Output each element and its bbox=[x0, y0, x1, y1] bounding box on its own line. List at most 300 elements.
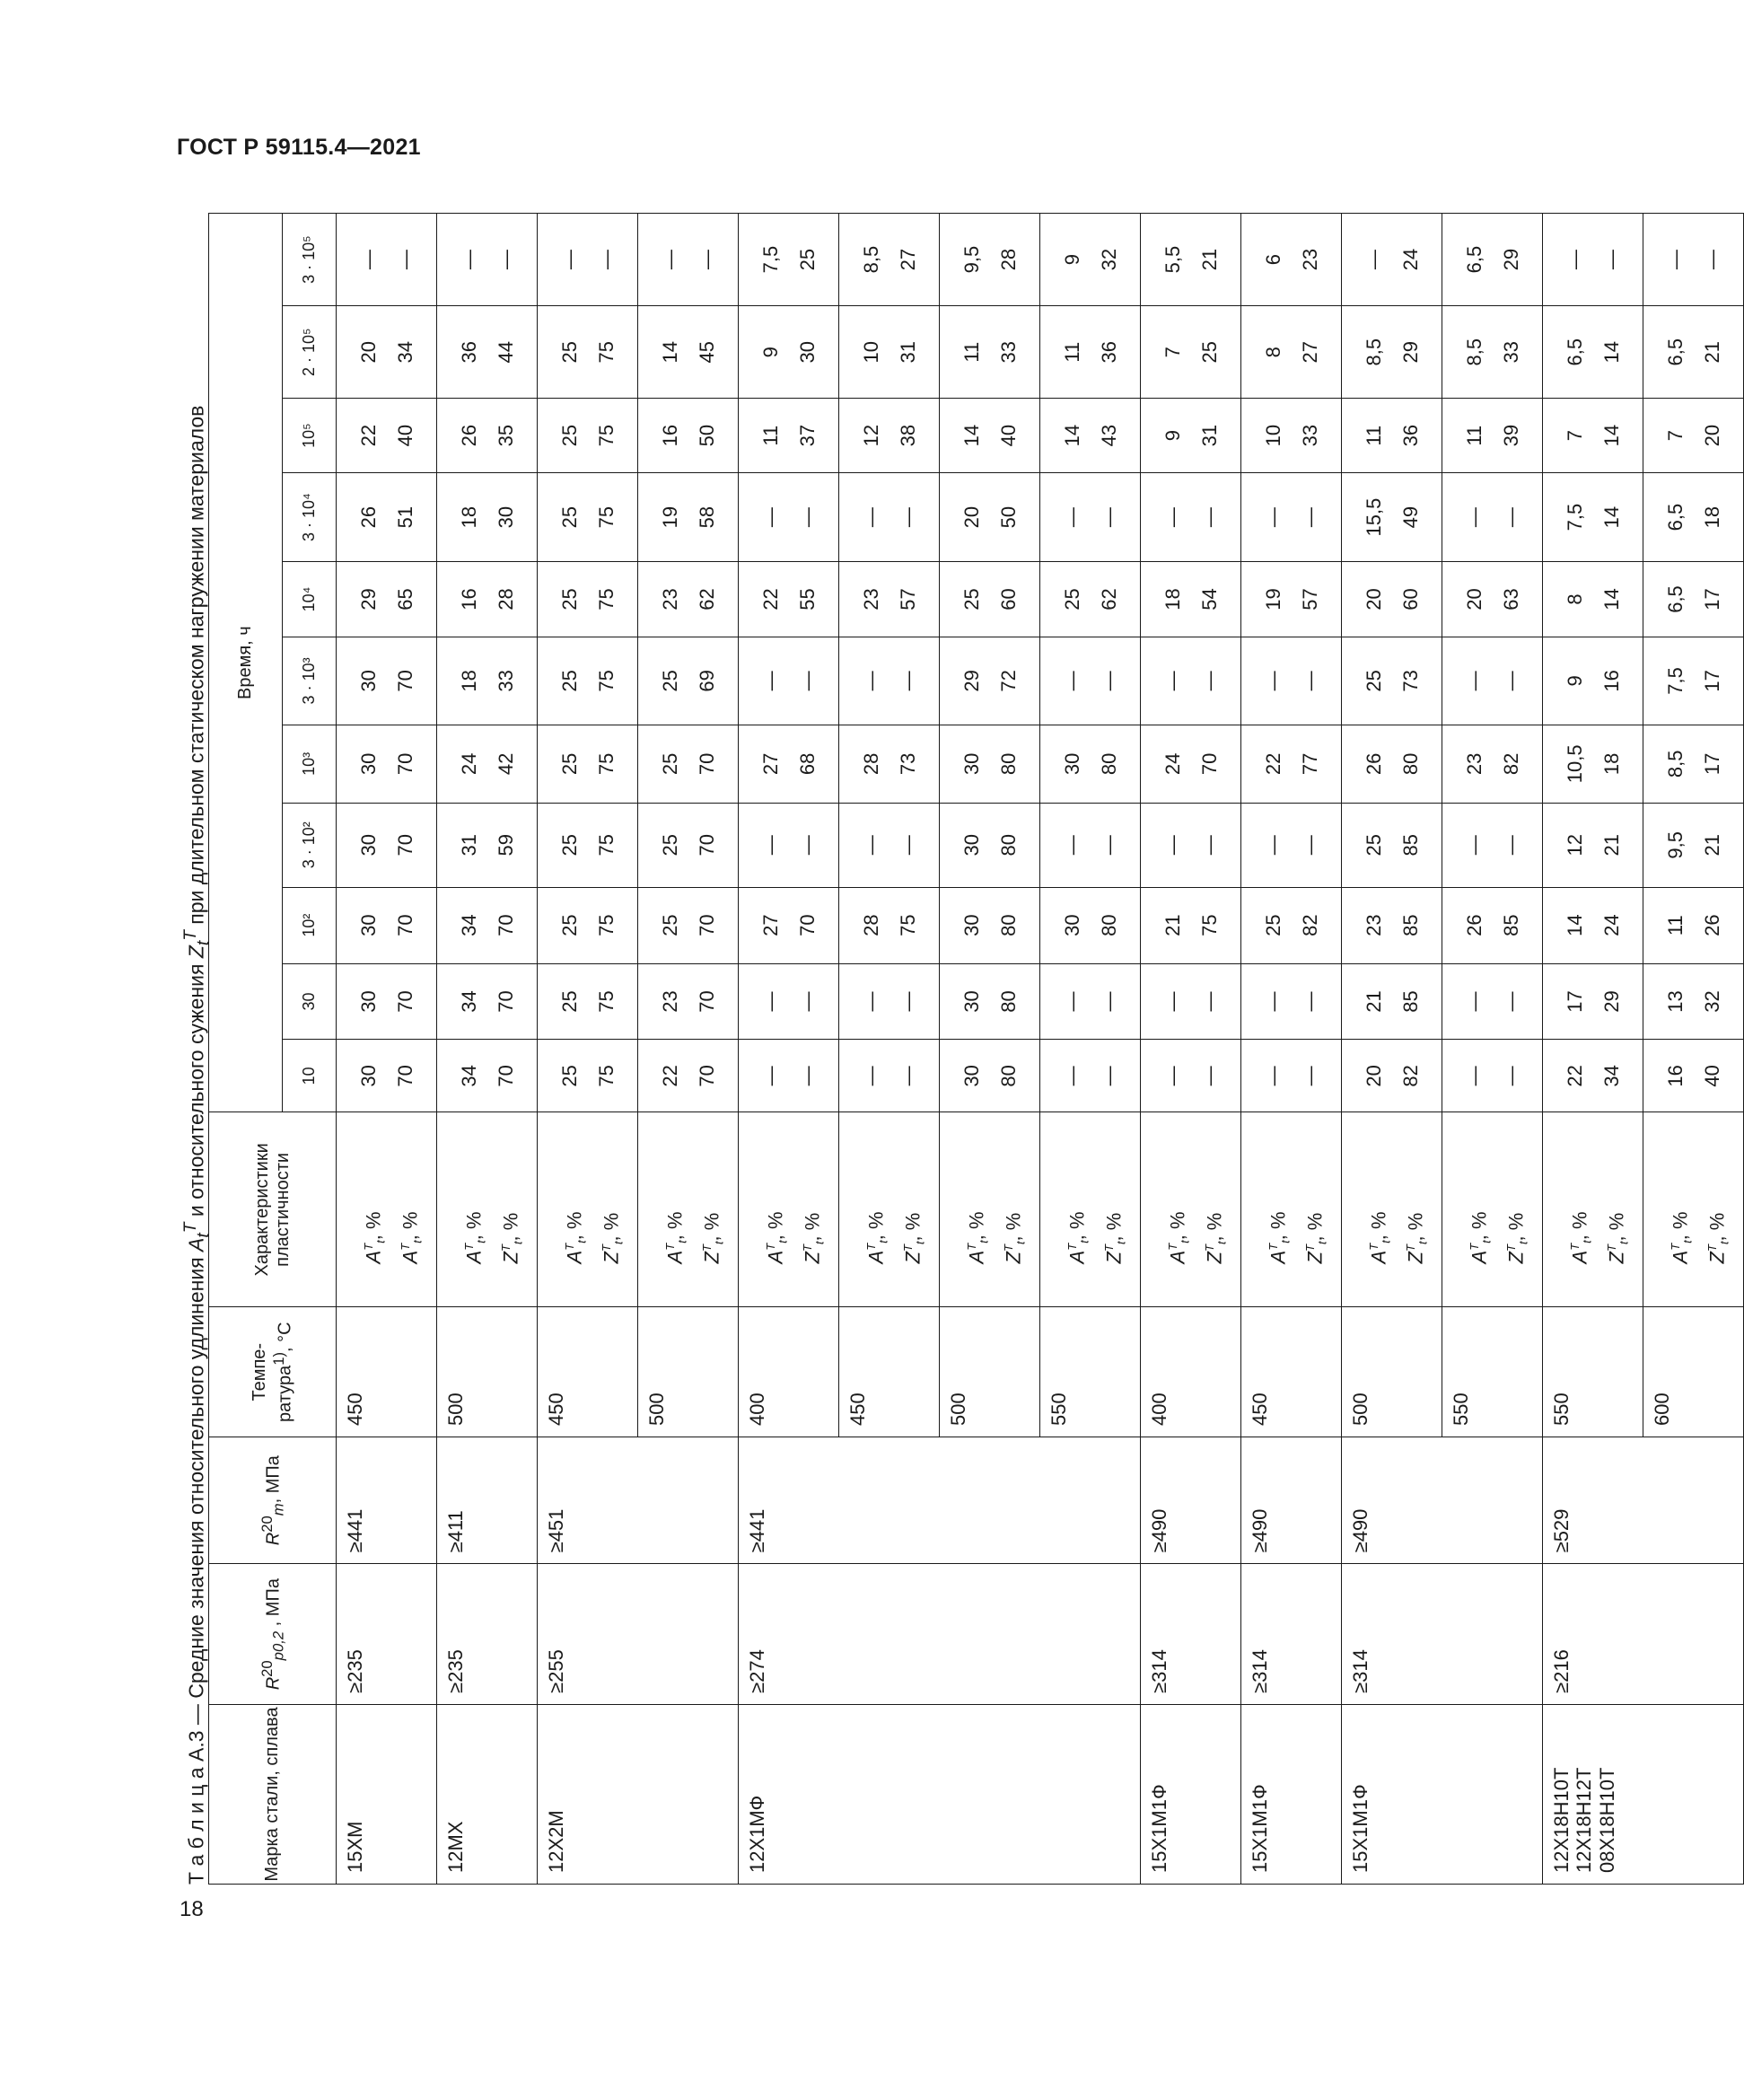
value: — bbox=[356, 250, 380, 270]
value: 30 bbox=[356, 914, 380, 936]
value: 27 bbox=[758, 914, 782, 936]
value: — bbox=[695, 250, 718, 270]
value-cell bbox=[1543, 214, 1643, 306]
value: — bbox=[1197, 507, 1221, 528]
value: 9 bbox=[1563, 675, 1586, 687]
value: 18 bbox=[457, 505, 480, 529]
value: 25 bbox=[1362, 670, 1385, 692]
value-cell bbox=[1342, 725, 1442, 803]
value-cell bbox=[1643, 963, 1744, 1040]
value: — bbox=[795, 671, 819, 691]
value-cell bbox=[1040, 963, 1141, 1040]
value: 26 bbox=[457, 424, 480, 447]
temperature-cell: 550 bbox=[1040, 1307, 1141, 1437]
plasticity-cell bbox=[839, 1112, 940, 1307]
value: — bbox=[1298, 991, 1321, 1012]
value-cell bbox=[337, 725, 437, 803]
value: 77 bbox=[1298, 752, 1321, 776]
value: 70 bbox=[695, 752, 718, 776]
value: — bbox=[1161, 1066, 1184, 1086]
value: 29 bbox=[1599, 990, 1623, 1013]
value: — bbox=[1161, 991, 1184, 1012]
value: 30 bbox=[356, 670, 380, 692]
tensile-strength-cell: ≥490 bbox=[1342, 1437, 1543, 1563]
value-cell bbox=[1241, 562, 1342, 637]
value: 9,5 bbox=[1663, 830, 1687, 859]
value: 20 bbox=[960, 505, 983, 529]
header-time-col: 3 · 10² bbox=[283, 803, 337, 887]
value-cell bbox=[1442, 803, 1543, 887]
header-temperature: Темпе- ратура$^{1)}$, °C bbox=[209, 1307, 337, 1437]
value-cell bbox=[1040, 803, 1141, 887]
value-cell bbox=[538, 306, 638, 399]
value: 22 bbox=[758, 588, 782, 611]
value-cell bbox=[1643, 399, 1744, 473]
value: 15,5 bbox=[1362, 497, 1385, 537]
value-cell bbox=[1342, 887, 1442, 963]
value-cell bbox=[337, 399, 437, 473]
value-cell bbox=[1241, 963, 1342, 1040]
value-cell bbox=[1040, 306, 1141, 399]
value: 75 bbox=[594, 670, 618, 692]
value: 62 bbox=[1097, 588, 1120, 611]
value: 11 bbox=[960, 341, 983, 363]
value-cell bbox=[739, 1040, 839, 1112]
plasticity-symbol: $A^T_t$, % bbox=[1065, 1211, 1091, 1264]
value-cell bbox=[1040, 1040, 1141, 1112]
value-cell bbox=[437, 637, 538, 725]
value-cell bbox=[538, 803, 638, 887]
value: 21 bbox=[1700, 834, 1723, 857]
value-cell bbox=[1241, 803, 1342, 887]
plasticity-symbol: $Z^T_t$, % bbox=[1202, 1212, 1229, 1264]
value: 40 bbox=[996, 424, 1020, 447]
table-row bbox=[1342, 214, 1442, 1885]
value: — bbox=[1462, 835, 1485, 856]
temperature-cell: 450 bbox=[839, 1307, 940, 1437]
value: — bbox=[1499, 835, 1522, 856]
value: 70 bbox=[494, 914, 517, 936]
value-cell bbox=[1643, 887, 1744, 963]
value-cell bbox=[638, 562, 739, 637]
value: — bbox=[594, 250, 618, 270]
value: — bbox=[1097, 1066, 1120, 1086]
value-cell bbox=[538, 637, 638, 725]
value: 30 bbox=[960, 752, 983, 776]
value-cell bbox=[839, 562, 940, 637]
value-cell bbox=[538, 1040, 638, 1112]
value-cell bbox=[739, 306, 839, 399]
steel-grade: 12Х2М bbox=[545, 1810, 567, 1873]
value: 20 bbox=[1362, 1065, 1385, 1087]
value: 24 bbox=[1398, 248, 1422, 271]
value-cell bbox=[1040, 725, 1141, 803]
value: 80 bbox=[996, 914, 1020, 936]
value-cell bbox=[1543, 1040, 1643, 1112]
value: 7 bbox=[1663, 430, 1687, 442]
value: 25 bbox=[557, 670, 581, 692]
value: 55 bbox=[795, 588, 819, 611]
value-cell bbox=[1141, 399, 1241, 473]
value: 25 bbox=[1261, 914, 1284, 936]
value: — bbox=[896, 671, 919, 691]
value: 25 bbox=[557, 752, 581, 776]
value-cell bbox=[839, 473, 940, 562]
value: 16 bbox=[1663, 1065, 1687, 1087]
value: 80 bbox=[996, 990, 1020, 1013]
value: 26 bbox=[356, 505, 380, 529]
plasticity-symbol: $A^T_t$, % bbox=[1366, 1211, 1393, 1264]
value: 16 bbox=[457, 588, 480, 611]
value-cell bbox=[1241, 887, 1342, 963]
value-cell bbox=[1342, 963, 1442, 1040]
steel-grade-cell bbox=[1342, 1704, 1543, 1884]
value: 6,5 bbox=[1563, 338, 1586, 366]
value: 11 bbox=[1462, 425, 1485, 446]
value: 25 bbox=[1362, 834, 1385, 857]
value: 75 bbox=[594, 1065, 618, 1087]
value-cell bbox=[1543, 725, 1643, 803]
value: 10,5 bbox=[1563, 744, 1586, 784]
tensile-strength-cell: ≥411 bbox=[437, 1437, 538, 1563]
header-time-col: 3 · 10³ bbox=[283, 637, 337, 725]
value: 70 bbox=[494, 1065, 517, 1087]
value-cell bbox=[839, 399, 940, 473]
value: 24 bbox=[1599, 914, 1623, 936]
value: 54 bbox=[1197, 588, 1221, 611]
value: 17 bbox=[1700, 752, 1723, 776]
plasticity-symbol: $A^T_t$, % bbox=[361, 1211, 388, 1264]
value: 68 bbox=[795, 752, 819, 776]
value: 37 bbox=[795, 424, 819, 447]
value: 25 bbox=[557, 588, 581, 611]
value: — bbox=[758, 835, 782, 856]
value-cell bbox=[739, 963, 839, 1040]
plasticity-symbol: $A^T_t$, % bbox=[1266, 1211, 1293, 1264]
value: — bbox=[758, 507, 782, 528]
value: 70 bbox=[1197, 752, 1221, 776]
steel-grade-cell bbox=[538, 1704, 739, 1884]
temperature-cell: 500 bbox=[638, 1307, 739, 1437]
value-cell bbox=[437, 1040, 538, 1112]
header-yield-strength: $R^{20}_{p0,2}$ , МПа bbox=[209, 1564, 337, 1705]
yield-strength-cell: ≥314 bbox=[1342, 1564, 1543, 1705]
plasticity-cell bbox=[1643, 1112, 1744, 1307]
value: 21 bbox=[1599, 834, 1623, 857]
value-cell bbox=[1342, 214, 1442, 306]
value: 30 bbox=[494, 505, 517, 529]
value: 39 bbox=[1499, 424, 1522, 447]
value: 30 bbox=[1060, 752, 1083, 776]
value-cell bbox=[638, 306, 739, 399]
value: 25 bbox=[658, 834, 681, 857]
value: 80 bbox=[1097, 752, 1120, 776]
value-cell bbox=[1543, 887, 1643, 963]
value-cell bbox=[1241, 637, 1342, 725]
value-cell bbox=[1442, 725, 1543, 803]
value-cell bbox=[940, 887, 1040, 963]
plasticity-cell bbox=[638, 1112, 739, 1307]
value: 33 bbox=[1499, 340, 1522, 364]
value: 20 bbox=[1700, 424, 1723, 447]
yield-strength-cell: ≥235 bbox=[337, 1564, 437, 1705]
data-table bbox=[208, 213, 1731, 1885]
value-cell bbox=[437, 963, 538, 1040]
value: 32 bbox=[1097, 248, 1120, 271]
temperature-cell: 600 bbox=[1643, 1307, 1744, 1437]
value: — bbox=[1599, 250, 1623, 270]
value: — bbox=[896, 1066, 919, 1086]
value: — bbox=[1261, 671, 1284, 691]
value-cell bbox=[1040, 399, 1141, 473]
value: 23 bbox=[859, 588, 882, 611]
value: 44 bbox=[494, 340, 517, 364]
value: 7 bbox=[1161, 347, 1184, 358]
value: 14 bbox=[658, 340, 681, 364]
header-time-col: 3 · 10⁴ bbox=[283, 473, 337, 562]
value: 30 bbox=[960, 914, 983, 936]
value: 70 bbox=[695, 914, 718, 936]
value: 24 bbox=[1161, 752, 1184, 776]
value: 63 bbox=[1499, 588, 1522, 611]
value: 51 bbox=[393, 505, 416, 529]
value-cell bbox=[839, 637, 940, 725]
value-cell bbox=[337, 1040, 437, 1112]
value: 9 bbox=[1161, 430, 1184, 442]
plasticity-symbol: $A^T_t$, % bbox=[1467, 1211, 1494, 1264]
value: 12 bbox=[859, 424, 882, 447]
value: 38 bbox=[896, 424, 919, 447]
steel-grade: 12Х1МФ bbox=[746, 1795, 768, 1873]
value: 19 bbox=[1261, 588, 1284, 611]
value: 70 bbox=[393, 1065, 416, 1087]
plasticity-symbol: $A^T_t$, % bbox=[662, 1211, 689, 1264]
value-cell bbox=[1543, 963, 1643, 1040]
value: 70 bbox=[695, 834, 718, 857]
value: 28 bbox=[494, 588, 517, 611]
value: — bbox=[557, 250, 581, 270]
value: 75 bbox=[896, 914, 919, 936]
value-cell bbox=[940, 473, 1040, 562]
value: — bbox=[1499, 991, 1522, 1012]
tensile-strength-cell: ≥490 bbox=[1141, 1437, 1241, 1563]
table-row bbox=[1543, 214, 1643, 1885]
value: 40 bbox=[393, 424, 416, 447]
plasticity-cell bbox=[538, 1112, 638, 1307]
value: 36 bbox=[1097, 340, 1120, 364]
plasticity-symbol: $Z^T_t$, % bbox=[1001, 1212, 1028, 1264]
value-cell bbox=[1141, 1040, 1241, 1112]
temperature-cell: 550 bbox=[1543, 1307, 1643, 1437]
value-cell bbox=[1543, 306, 1643, 399]
value: 75 bbox=[594, 752, 618, 776]
table-row bbox=[1141, 214, 1241, 1885]
value-cell bbox=[1543, 637, 1643, 725]
yield-strength-cell: ≥255 bbox=[538, 1564, 739, 1705]
value-cell bbox=[337, 473, 437, 562]
value-cell bbox=[538, 214, 638, 306]
value-cell bbox=[337, 214, 437, 306]
value: 18 bbox=[457, 670, 480, 692]
value-cell bbox=[538, 399, 638, 473]
value: 22 bbox=[1261, 752, 1284, 776]
value: — bbox=[1097, 507, 1120, 528]
value: — bbox=[494, 250, 517, 270]
value-cell bbox=[1543, 562, 1643, 637]
value: 23 bbox=[1462, 752, 1485, 776]
value-cell bbox=[1342, 1040, 1442, 1112]
value-cell bbox=[638, 1040, 739, 1112]
value-cell bbox=[839, 725, 940, 803]
value: 18 bbox=[1700, 505, 1723, 529]
value-cell bbox=[839, 887, 940, 963]
temperature-cell: 400 bbox=[739, 1307, 839, 1437]
value-cell bbox=[1643, 725, 1744, 803]
value: — bbox=[1362, 250, 1385, 270]
value: 80 bbox=[996, 1065, 1020, 1087]
value-cell bbox=[739, 399, 839, 473]
value-cell bbox=[1141, 473, 1241, 562]
value-cell bbox=[638, 887, 739, 963]
value: 11 bbox=[758, 425, 782, 446]
value: 33 bbox=[494, 670, 517, 692]
table-row bbox=[1241, 214, 1342, 1885]
steel-grade-cell bbox=[739, 1704, 1141, 1884]
value: 80 bbox=[1398, 752, 1422, 776]
value-cell bbox=[739, 887, 839, 963]
plasticity-symbol: $A^T_t$, % bbox=[1668, 1211, 1695, 1264]
plasticity-symbol: $Z^T_t$, % bbox=[599, 1212, 626, 1264]
value-cell bbox=[638, 473, 739, 562]
value: — bbox=[795, 507, 819, 528]
value: 25 bbox=[557, 1065, 581, 1087]
plasticity-symbol: $Z^T_t$, % bbox=[699, 1212, 726, 1264]
value-cell bbox=[1442, 399, 1543, 473]
yield-strength-cell: ≥314 bbox=[1241, 1564, 1342, 1705]
value: 85 bbox=[1499, 914, 1522, 936]
value: 7,5 bbox=[1563, 503, 1586, 532]
tensile-strength-cell: ≥451 bbox=[538, 1437, 739, 1563]
plasticity-symbol: $Z^T_t$, % bbox=[900, 1212, 927, 1264]
value: 75 bbox=[594, 588, 618, 611]
value: 35 bbox=[494, 424, 517, 447]
value: 25 bbox=[557, 505, 581, 529]
document-header: ГОСТ Р 59115.4—2021 bbox=[177, 135, 421, 160]
value: 14 bbox=[1060, 424, 1083, 447]
value: 25 bbox=[557, 914, 581, 936]
value: — bbox=[859, 835, 882, 856]
value: 23 bbox=[1298, 248, 1321, 271]
value: — bbox=[1663, 250, 1687, 270]
value-cell bbox=[739, 473, 839, 562]
value: 70 bbox=[695, 1065, 718, 1087]
temperature-cell: 500 bbox=[940, 1307, 1040, 1437]
steel-grade: 15Х1М1Ф bbox=[1148, 1784, 1170, 1873]
header-time-col: 30 bbox=[283, 963, 337, 1040]
value: 8,5 bbox=[1362, 338, 1385, 366]
value-cell bbox=[1442, 473, 1543, 562]
value: 36 bbox=[1398, 424, 1422, 447]
value: 28 bbox=[859, 752, 882, 776]
steel-grade: 08Х18Н10Т bbox=[1595, 1767, 1618, 1873]
value: 9 bbox=[758, 347, 782, 358]
value-cell bbox=[940, 637, 1040, 725]
value-cell bbox=[940, 306, 1040, 399]
value: 6,5 bbox=[1663, 503, 1687, 532]
value: 70 bbox=[393, 990, 416, 1013]
value-cell bbox=[839, 306, 940, 399]
value: — bbox=[1499, 671, 1522, 691]
value: — bbox=[1097, 835, 1120, 856]
value: — bbox=[1197, 835, 1221, 856]
header-steel-grade: Марка стали, сплава bbox=[209, 1704, 337, 1884]
value: 11 bbox=[1663, 915, 1687, 936]
table-row bbox=[739, 214, 839, 1885]
value-cell bbox=[1543, 803, 1643, 887]
value-cell bbox=[337, 562, 437, 637]
value: 25 bbox=[557, 834, 581, 857]
value-cell bbox=[1141, 637, 1241, 725]
value-cell bbox=[1040, 214, 1141, 306]
value-cell bbox=[437, 803, 538, 887]
tensile-strength-cell: ≥529 bbox=[1543, 1437, 1744, 1563]
value: 14 bbox=[1563, 914, 1586, 936]
value: 8 bbox=[1563, 593, 1586, 605]
plasticity-cell bbox=[1543, 1112, 1643, 1307]
value: — bbox=[1261, 835, 1284, 856]
value-cell bbox=[1643, 803, 1744, 887]
value: 30 bbox=[960, 834, 983, 857]
temperature-cell: 450 bbox=[337, 1307, 437, 1437]
value-cell bbox=[1643, 306, 1744, 399]
value-cell bbox=[337, 306, 437, 399]
value: 30 bbox=[1060, 914, 1083, 936]
value-cell bbox=[839, 214, 940, 306]
value: — bbox=[1700, 250, 1723, 270]
value: 27 bbox=[896, 248, 919, 271]
value: 9,5 bbox=[960, 245, 983, 274]
plasticity-symbol: $A^T_t$, % bbox=[1165, 1211, 1192, 1264]
value-cell bbox=[739, 637, 839, 725]
value: 16 bbox=[1599, 670, 1623, 692]
plasticity-symbol: $A^T_t$, % bbox=[763, 1211, 790, 1264]
value: 22 bbox=[1563, 1065, 1586, 1087]
value-cell bbox=[638, 803, 739, 887]
plasticity-symbol: $A^T_t$, % bbox=[461, 1211, 488, 1264]
value: — bbox=[758, 1066, 782, 1086]
value: 36 bbox=[457, 340, 480, 364]
value: 30 bbox=[356, 1065, 380, 1087]
value-cell bbox=[538, 562, 638, 637]
value: 25 bbox=[557, 340, 581, 364]
header-time-col: 10³ bbox=[283, 725, 337, 803]
yield-strength-cell: ≥216 bbox=[1543, 1564, 1744, 1705]
plasticity-symbol: $A^T_t$, % bbox=[1567, 1211, 1594, 1264]
value-cell bbox=[940, 214, 1040, 306]
value: — bbox=[859, 1066, 882, 1086]
caption-symbol-a: A bbox=[184, 1237, 208, 1252]
value: 13 bbox=[1663, 990, 1687, 1013]
value: 22 bbox=[658, 1065, 681, 1087]
value-cell bbox=[1040, 887, 1141, 963]
value: — bbox=[859, 991, 882, 1012]
value: 33 bbox=[996, 340, 1020, 364]
value: — bbox=[1161, 835, 1184, 856]
value: — bbox=[1060, 991, 1083, 1012]
value: — bbox=[658, 250, 681, 270]
value-cell bbox=[1141, 306, 1241, 399]
value: 73 bbox=[896, 752, 919, 776]
